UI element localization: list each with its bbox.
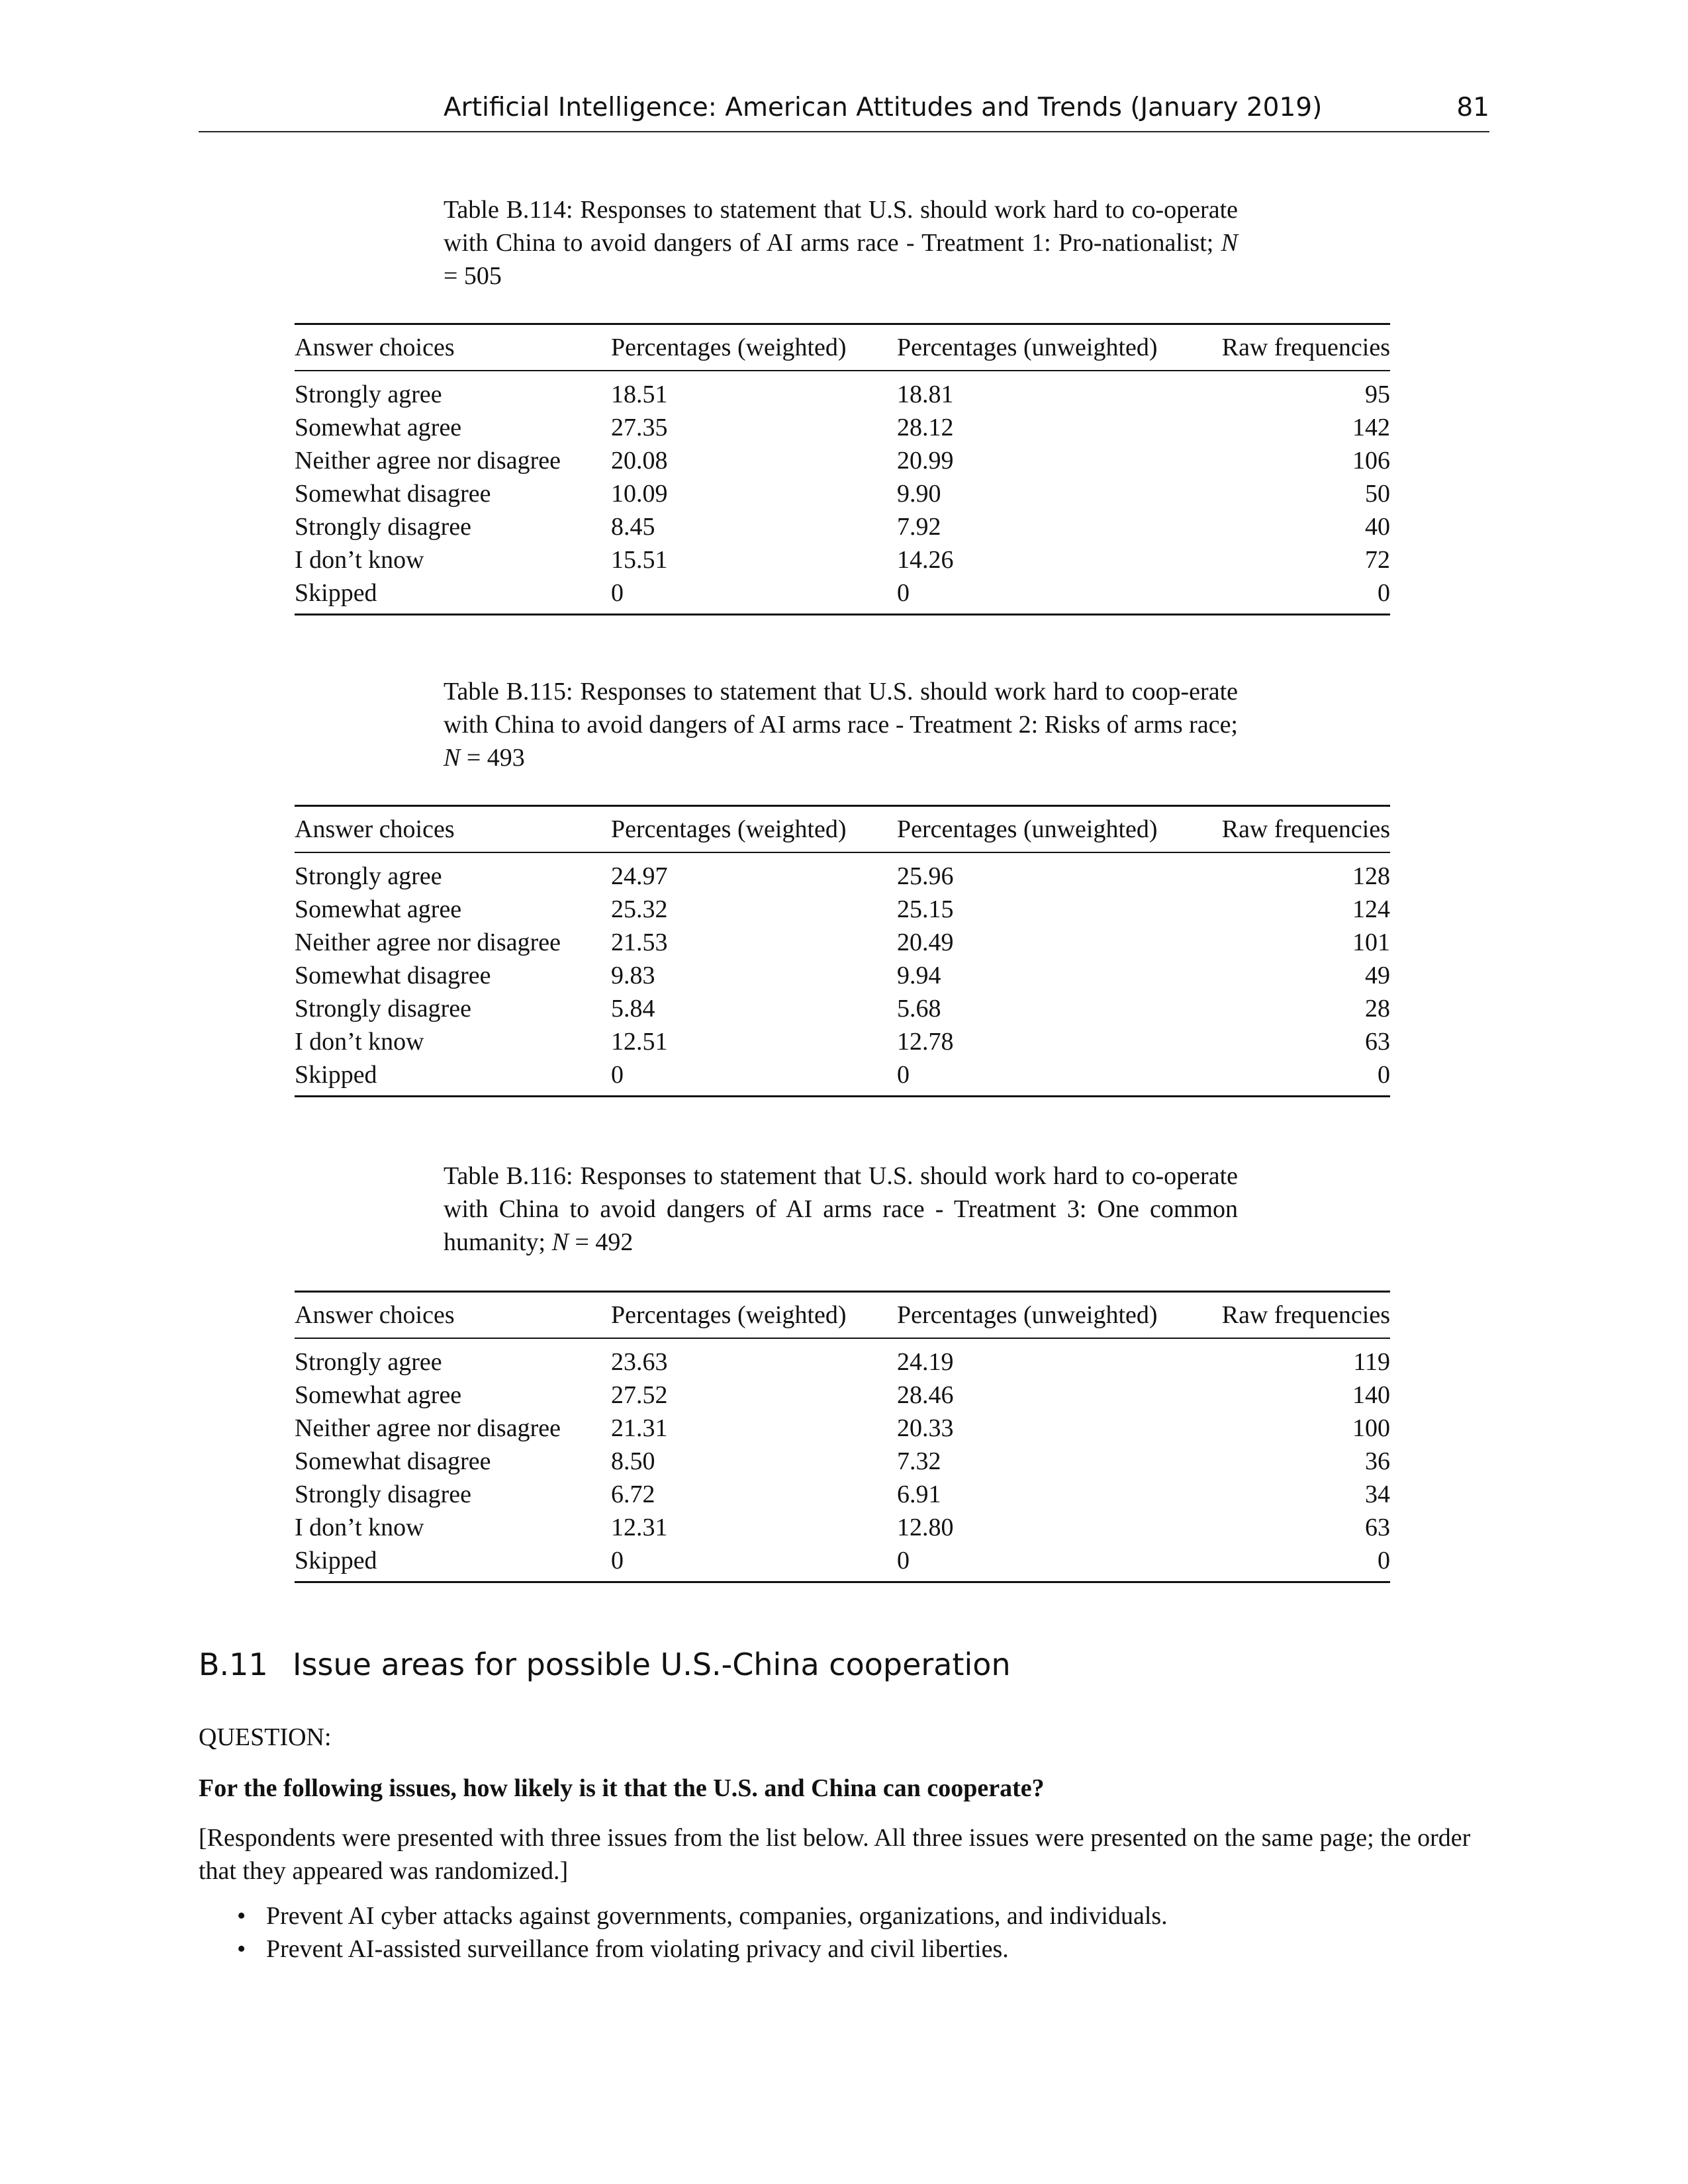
table-header-row	[295, 324, 1390, 371]
table-cell: 7.92	[897, 513, 941, 541]
table-cell: Skipped	[295, 1061, 377, 1089]
table-cell: 49	[1365, 962, 1390, 989]
table-cell: 0	[1378, 1547, 1390, 1574]
column-header: Answer choices	[295, 806, 611, 853]
instructions-paragraph: [Respondents were presented with three issues from the list below. All three issues were presented on the same page; the order that they appeared was randomized.]	[199, 1824, 1471, 1885]
table-row	[295, 1379, 1390, 1412]
caption-n-variable: N	[551, 1228, 569, 1256]
table-cell: 0	[611, 1061, 624, 1089]
caption-text: Table B.115: Responses to statement that U.S. should work hard to coop-erate with China to avoid dangers of AI arms race - Treatment 2: Risks of arms race;	[444, 678, 1238, 739]
table-row	[295, 411, 1390, 444]
table-row	[295, 1445, 1390, 1478]
bullet-icon: •	[237, 1902, 246, 1930]
caption-n-value: = 493	[460, 744, 525, 772]
table-cell: 0	[611, 1547, 624, 1574]
table-cell: 0	[897, 579, 910, 607]
table-cell: 95	[1365, 381, 1390, 408]
table-cell: 5.68	[897, 995, 941, 1023]
table-cell: 20.08	[611, 447, 668, 475]
table-row	[295, 992, 1390, 1025]
column-header: Percentages (weighted)	[611, 806, 897, 853]
table-row	[295, 1025, 1390, 1058]
table-cell: 106	[1352, 447, 1390, 475]
list-item-text: Prevent AI cyber attacks against governments, companies, organizations, and individuals.	[266, 1902, 1168, 1930]
table-cell: 24.97	[611, 862, 668, 890]
table-row	[295, 1338, 1390, 1379]
table-cell: Strongly disagree	[295, 995, 472, 1023]
table-row	[295, 543, 1390, 576]
table-cell: 23.63	[611, 1348, 668, 1376]
table-cell: Somewhat disagree	[295, 962, 491, 989]
table-cell: 6.72	[611, 1480, 655, 1508]
table-row	[295, 893, 1390, 926]
table-cell: 20.99	[897, 447, 954, 475]
table-cell: 21.53	[611, 929, 668, 956]
table-body	[295, 1338, 1390, 1582]
table-cell: 0	[897, 1547, 910, 1574]
caption-text: Table B.116: Responses to statement that U.S. should work hard to co-operate with China to avoid dangers of AI arms race - Treatment 3: One common humanity;	[444, 1162, 1238, 1256]
table-cell: 7.32	[897, 1447, 941, 1475]
caption-text: Table B.114: Responses to statement that U.S. should work hard to co-operate with China to avoid dangers of AI arms race - Treatment 1: Pro-nationalist;	[444, 196, 1238, 257]
table-cell: Neither agree nor disagree	[295, 1414, 561, 1442]
data-table	[295, 1291, 1390, 1583]
table-row	[295, 1511, 1390, 1544]
table-row	[295, 1412, 1390, 1445]
table-cell: Skipped	[295, 1547, 377, 1574]
table-cell: Strongly disagree	[295, 1480, 472, 1508]
table-cell: 12.78	[897, 1028, 954, 1056]
issue-list	[199, 1899, 1489, 1966]
column-header: Raw frequencies	[1208, 806, 1390, 853]
table-header-row	[295, 806, 1390, 853]
table-row	[295, 444, 1390, 477]
table-cell: 15.51	[611, 546, 668, 574]
table-caption	[444, 675, 1238, 774]
column-header: Percentages (unweighted)	[897, 806, 1208, 853]
data-table	[295, 323, 1390, 615]
table-cell: 28	[1365, 995, 1390, 1023]
table-row	[295, 477, 1390, 510]
table-body	[295, 852, 1390, 1097]
column-header: Answer choices	[295, 1292, 611, 1339]
section-heading	[199, 1647, 1011, 1682]
table-row	[295, 1478, 1390, 1511]
caption-n-value: = 505	[444, 262, 502, 290]
section-number: B.11	[199, 1647, 268, 1682]
table-cell: 9.90	[897, 480, 941, 508]
question-label: QUESTION:	[199, 1723, 332, 1751]
table-cell: 14.26	[897, 546, 954, 574]
bullet-icon: •	[237, 1935, 246, 1963]
table-caption	[444, 193, 1238, 293]
running-title: Artificial Intelligence: American Attitudes and Trends (January 2019)	[444, 93, 1323, 122]
table-cell: 72	[1365, 546, 1390, 574]
table-caption	[444, 1160, 1238, 1259]
table-cell: 9.83	[611, 962, 655, 989]
table-cell: 27.35	[611, 414, 668, 441]
table-cell: Neither agree nor disagree	[295, 447, 561, 475]
column-header: Percentages (unweighted)	[897, 324, 1208, 371]
table-cell: Strongly agree	[295, 862, 442, 890]
table-cell: Somewhat disagree	[295, 1447, 491, 1475]
table-cell: 9.94	[897, 962, 941, 989]
list-item	[199, 1899, 1489, 1933]
table-row	[295, 1544, 1390, 1582]
table-cell: 101	[1352, 929, 1390, 956]
column-header: Raw frequencies	[1208, 1292, 1390, 1339]
table-cell: 12.31	[611, 1514, 668, 1541]
table-cell: 63	[1365, 1028, 1390, 1056]
table-cell: 25.32	[611, 895, 668, 923]
table-cell: 18.81	[897, 381, 954, 408]
table-row	[295, 926, 1390, 959]
table-cell: 119	[1353, 1348, 1390, 1376]
table-cell: 0	[1378, 1061, 1390, 1089]
table-cell: 128	[1352, 862, 1390, 890]
table-cell: 0	[897, 1061, 910, 1089]
table-cell: 27.52	[611, 1381, 668, 1409]
table-row	[295, 1058, 1390, 1097]
table-cell: 0	[1378, 579, 1390, 607]
table-cell: Neither agree nor disagree	[295, 929, 561, 956]
table-cell: Somewhat disagree	[295, 480, 491, 508]
table-cell: 28.12	[897, 414, 954, 441]
column-header: Percentages (unweighted)	[897, 1292, 1208, 1339]
running-head	[199, 91, 1489, 132]
column-header: Percentages (weighted)	[611, 324, 897, 371]
table-cell: 140	[1352, 1381, 1390, 1409]
table-cell: 18.51	[611, 381, 668, 408]
table-cell: 8.50	[611, 1447, 655, 1475]
table-cell: 63	[1365, 1514, 1390, 1541]
caption-n-variable: N	[1221, 229, 1238, 257]
table-cell: 20.33	[897, 1414, 954, 1442]
table-row	[295, 959, 1390, 992]
table-cell: 50	[1365, 480, 1390, 508]
section-title: Issue areas for possible U.S.-China cooperation	[293, 1647, 1011, 1682]
table-row	[295, 371, 1390, 411]
table-cell: I don’t know	[295, 546, 424, 574]
page-number: 81	[1456, 93, 1489, 122]
table-cell: Skipped	[295, 579, 377, 607]
table-body	[295, 371, 1390, 615]
table-row	[295, 852, 1390, 893]
table-cell: 21.31	[611, 1414, 668, 1442]
list-item	[199, 1933, 1489, 1966]
table-cell: 36	[1365, 1447, 1390, 1475]
table-cell: 12.80	[897, 1514, 954, 1541]
caption-n-variable: N	[444, 744, 461, 772]
column-header: Answer choices	[295, 324, 611, 371]
list-item-text: Prevent AI-assisted surveillance from violating privacy and civil liberties.	[266, 1935, 1009, 1963]
table-row	[295, 576, 1390, 615]
data-table	[295, 805, 1390, 1097]
question-text: For the following issues, how likely is it that the U.S. and China can cooperate?	[199, 1774, 1045, 1802]
table-cell: I don’t know	[295, 1028, 424, 1056]
table-cell: 40	[1365, 513, 1390, 541]
caption-n-value: = 492	[568, 1228, 633, 1256]
table-cell: 25.15	[897, 895, 954, 923]
table-cell: Strongly agree	[295, 1348, 442, 1376]
table-header-row	[295, 1292, 1390, 1339]
table-cell: 24.19	[897, 1348, 954, 1376]
table-cell: Somewhat agree	[295, 895, 462, 923]
column-header: Raw frequencies	[1208, 324, 1390, 371]
table-cell: 5.84	[611, 995, 655, 1023]
table-cell: 10.09	[611, 480, 668, 508]
column-header: Percentages (weighted)	[611, 1292, 897, 1339]
table-cell: 0	[611, 579, 624, 607]
table-cell: Somewhat agree	[295, 414, 462, 441]
table-cell: Strongly disagree	[295, 513, 472, 541]
table-cell: Somewhat agree	[295, 1381, 462, 1409]
table-cell: I don’t know	[295, 1514, 424, 1541]
table-cell: 28.46	[897, 1381, 954, 1409]
table-cell: 25.96	[897, 862, 954, 890]
table-cell: 100	[1352, 1414, 1390, 1442]
table-cell: Strongly agree	[295, 381, 442, 408]
table-cell: 20.49	[897, 929, 954, 956]
table-cell: 6.91	[897, 1480, 941, 1508]
table-cell: 34	[1365, 1480, 1390, 1508]
table-cell: 8.45	[611, 513, 655, 541]
table-cell: 124	[1352, 895, 1390, 923]
table-row	[295, 510, 1390, 543]
table-cell: 142	[1352, 414, 1390, 441]
table-cell: 12.51	[611, 1028, 668, 1056]
